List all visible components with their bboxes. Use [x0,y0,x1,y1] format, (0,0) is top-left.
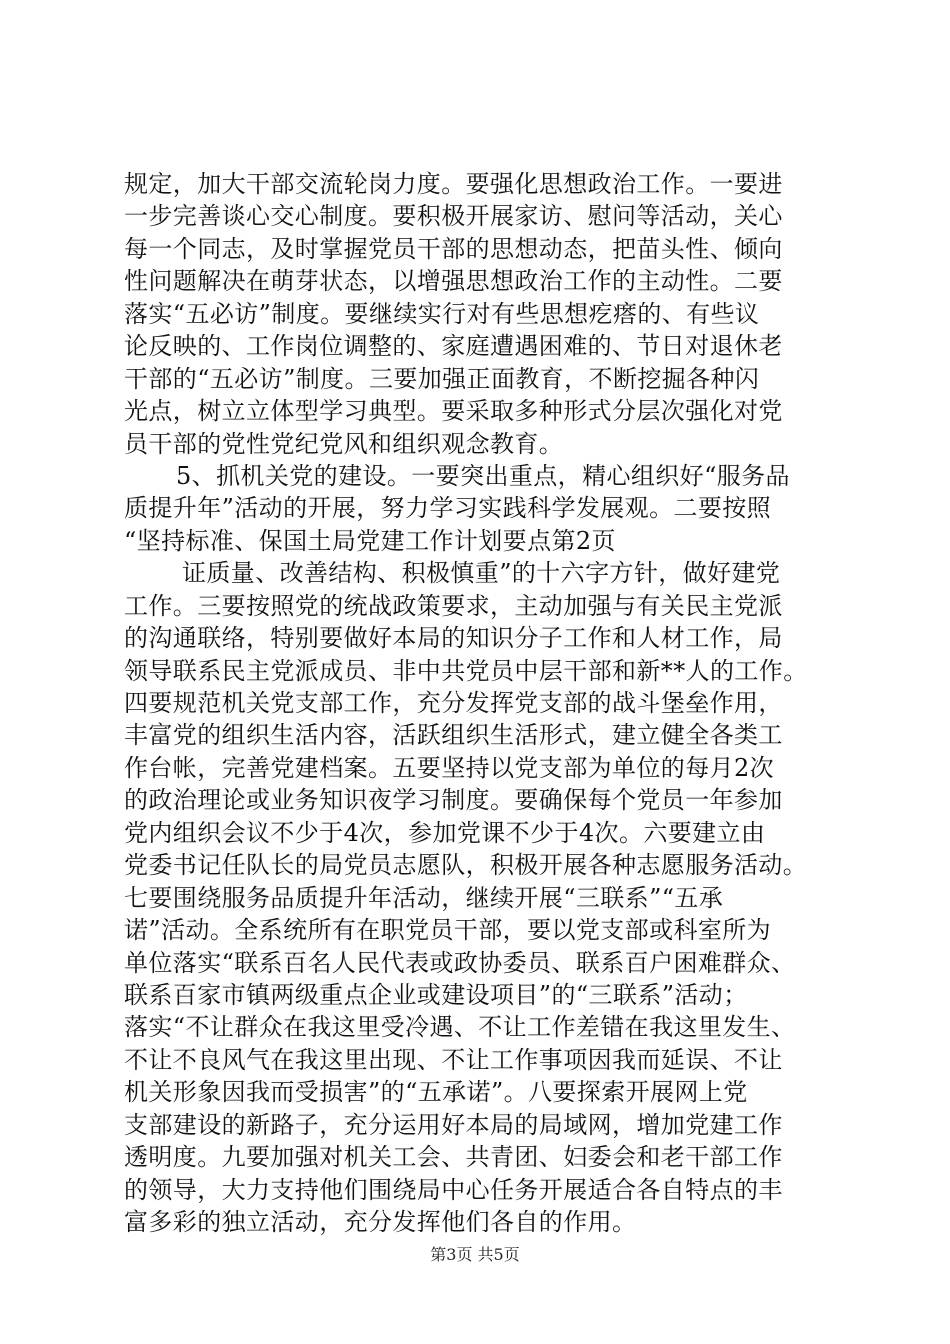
text-line: 丰富党的组织生活内容，活跃组织生活形式，建立健全各类工 [124,721,783,750]
text-line: 领导联系民主党派成员、非中共党员中层干部和新**人的工作。 [124,656,808,685]
text-line: 作台帐，完善党建档案。五要坚持以党支部为单位的每月2次 [124,753,775,782]
text-line: 的政治理论或业务知识夜学习制度。要确保每个党员一年参加 [124,786,783,815]
text-line: 一步完善谈心交心制度。要积极开展家访、慰问等活动，关心 [124,202,783,231]
text-line: 每一个同志，及时掌握党员干部的思想动态，把苗头性、倾向 [124,234,783,263]
page-footer [0,1244,950,1266]
text-line: 工作。三要按照党的统战政策要求，主动加强与有关民主党派 [124,591,783,620]
text-line: 联系百家市镇两级重点企业或建设项目”的“三联系”活动； [124,980,748,1009]
text-line: 质提升年”活动的开展，努力学习实践科学发展观。二要按照 [124,494,772,523]
text-line: 支部建设的新路子，充分运用好本局的局域网，增加党建工作 [124,1110,783,1139]
text-line: 干部的“五必访”制度。三要加强正面教育，不断挖掘各种闪 [124,364,760,393]
page-number-label: 第3页 共5页 [430,1245,520,1264]
text-line: 七要围绕服务品质提升年活动，继续开展“三联系”“五承 [124,883,724,912]
text-line: 员干部的党性党纪党风和组织观念教育。 [124,429,564,458]
text-line: 规定，加大干部交流轮岗力度。要强化思想政治工作。一要进 [124,170,783,198]
text-line: 党内组织会议不少于4次，参加党课不少于4次。六要建立由 [124,818,766,847]
text-line: 党委书记任队长的局党员志愿队，积极开展各种志愿服务活动。 [124,851,808,880]
text-line: 四要规范机关党支部工作，充分发挥党支部的战斗堡垒作用， [124,689,783,717]
text-line: 的领导，大力支持他们围绕局中心任务开展适合各自特点的丰 [124,1175,783,1204]
paragraph-start-line: 5、抓机关党的建设。一要突出重点，精心组织好“服务品 [176,461,790,490]
text-line: 富多彩的独立活动，充分发挥他们各自的作用。 [124,1208,637,1236]
text-line: 落实“不让群众在我这里受冷遇、不让工作差错在我这里发生、 [124,1013,796,1042]
text-line: 光点，树立立体型学习典型。要采取多种形式分层次强化对党 [124,397,783,426]
text-line: “坚持标准、保国土局党建工作计划要点第2页 [124,526,616,555]
text-line: 性问题解决在萌芽状态，以增强思想政治工作的主动性。二要 [124,267,783,296]
text-line: 的沟通联络，特别要做好本局的知识分子工作和人材工作，局 [124,624,783,653]
document-body [124,168,844,1238]
text-line: 单位落实“联系百名人民代表或政协委员、联系百户困难群众、 [124,948,796,977]
text-line: 论反映的、工作岗位调整的、家庭遭遇困难的、节日对退休老 [124,332,783,361]
text-line: 落实“五必访”制度。要继续实行对有些思想疙瘩的、有些议 [124,299,760,328]
text-line: 机关形象因我而受损害”的“五承诺”。八要探索开展网上党 [124,1078,748,1107]
text-line: 透明度。九要加强对机关工会、共青团、妇委会和老干部工作 [124,1143,783,1172]
paragraph-start-line: 证质量、改善结构、积极慎重”的十六字方针，做好建党 [182,559,781,588]
text-line: 不让不良风气在我这里出现、不让工作事项因我而延误、不让 [124,1045,783,1074]
text-line: 诺”活动。全系统所有在职党员干部，要以党支部或科室所为 [124,916,772,945]
